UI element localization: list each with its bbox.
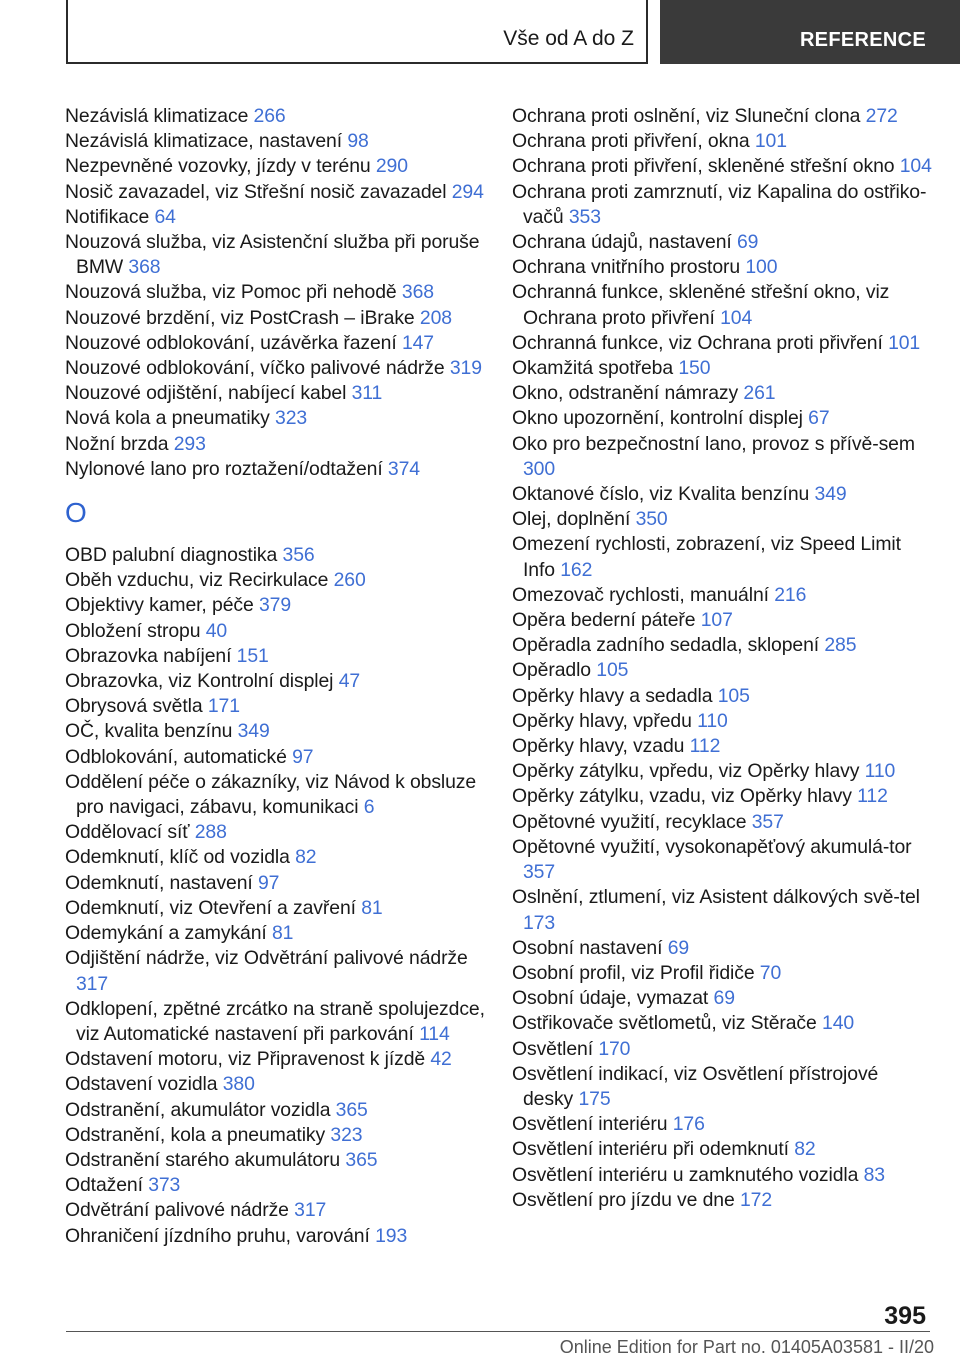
index-entry-text: Nouzové odjištění, nabíjecí kabel [65, 382, 347, 405]
index-page-link[interactable]: 293 [173, 432, 206, 455]
index-page-link[interactable]: 356 [282, 544, 315, 567]
index-entry-text: Nezávislá klimatizace [65, 105, 249, 127]
index-entry-text: Ochrana vnitřního prostoru [512, 256, 741, 279]
index-entry-text: Nosič zavazadel, viz Střešní nosič zavazadel [65, 180, 447, 203]
index-entry-text: Odstavení motoru, viz Připravenost k jízdě [65, 1048, 426, 1071]
index-letter-heading: O [65, 497, 87, 529]
index-entry-text: Okno, odstranění námrazy [512, 382, 739, 405]
index-entry-text: Odvětrání palivové nádrže [65, 1199, 289, 1222]
reference-tab-label: REFERENCE [799, 29, 926, 51]
index-entry [512, 507, 932, 532]
index-entry-text: Objektivy kamer, péče [65, 594, 254, 617]
index-entry-text: Opěra bederní páteře [512, 609, 696, 632]
index-entry [65, 1148, 485, 1173]
index-entry [512, 936, 932, 961]
index-page-link[interactable]: 272 [865, 105, 898, 127]
index-entry [65, 921, 485, 946]
index-entry-text: Oběh vzduchu, viz Recirkulace [65, 569, 329, 592]
index-entry-text: Osvětlení indikací, viz Osvětlení přístrojové desky [512, 1062, 879, 1110]
index-entry-text: Ochrana proti oslnění, viz Sluneční clona [512, 105, 861, 127]
index-entry [512, 658, 932, 683]
index-page-link[interactable]: 175 [578, 1087, 611, 1110]
index-page-link[interactable]: 261 [743, 382, 776, 405]
index-entry-text: Nouzová služba, viz Asistenční služba při poruše BMW [65, 231, 480, 279]
index-entry-text: Opěrky zátylku, vpředu, viz Opěrky hlavy [512, 760, 860, 783]
index-entry-text: Nouzové odblokování, víčko palivové nádrže [65, 357, 445, 380]
index-entry-text: Opěradlo [512, 659, 591, 682]
reference-tab [660, 0, 960, 64]
index-entry-text: Nezávislá klimatizace, nastavení [65, 130, 343, 153]
index-entry-text: Oktanové číslo, viz Kvalita benzínu [512, 483, 810, 506]
index-entry-text: Ochranná funkce, viz Ochrana proti přivření [512, 331, 883, 354]
index-page-link[interactable]: 365 [345, 1148, 378, 1171]
index-page-link[interactable]: 368 [128, 256, 161, 279]
index-entry-text: Omezení rychlosti, zobrazení, viz Speed Limit Info [512, 533, 901, 581]
index-page-link[interactable]: 104 [899, 155, 932, 178]
index-page-link[interactable]: 193 [375, 1224, 408, 1247]
index-entry-text: Obrazovka nabíjení [65, 644, 232, 667]
index-entry [512, 986, 932, 1011]
index-page-link[interactable]: 110 [864, 760, 896, 783]
index-page-link[interactable]: 42 [430, 1048, 452, 1071]
index-entry [65, 719, 485, 744]
index-entry [65, 306, 485, 331]
index-page-link[interactable]: 350 [635, 508, 668, 531]
index-page-link[interactable]: 319 [449, 357, 482, 380]
index-entry-text: Nouzová služba, viz Pomoc při nehodě [65, 281, 397, 304]
index-entry [512, 608, 932, 633]
index-entry-text: Ochrana proti zamrznutí, viz Kapalina do ostřiko‐vačů [512, 180, 927, 228]
index-entry-text: Osvětlení pro jízdu ve dne [512, 1188, 735, 1211]
index-entry [65, 568, 485, 593]
index-page-link[interactable]: 83 [863, 1163, 885, 1186]
index-entry [65, 457, 485, 482]
index-entry-text: Odemknutí, klíč od vozidla [65, 846, 290, 869]
index-page-link[interactable]: 105 [717, 684, 750, 707]
index-entry [512, 230, 932, 255]
index-entry-text: Osobní nastavení [512, 936, 663, 959]
index-page-link[interactable]: 365 [335, 1098, 368, 1121]
index-entry [512, 331, 932, 356]
index-entry [512, 255, 932, 280]
index-entry [65, 432, 485, 457]
index-entry-text: Odstranění, kola a pneumatiky [65, 1123, 326, 1146]
index-page-link[interactable]: 69 [667, 936, 690, 959]
index-page-link[interactable]: 69 [736, 231, 759, 254]
index-entry [512, 532, 932, 582]
index-page-link[interactable]: 97 [292, 745, 314, 768]
index-page-link[interactable]: 81 [271, 922, 294, 945]
index-entry [512, 684, 932, 709]
index-entry [512, 1188, 932, 1213]
index-entry-text: Odstranění starého akumulátoru [65, 1148, 341, 1171]
index-page-link[interactable]: 294 [451, 180, 484, 203]
index-entry [512, 784, 932, 809]
index-entry-text: Osvětlení [512, 1037, 594, 1060]
index-entry-text: Ochrana proti přivření, okna [512, 130, 750, 153]
index-entry [65, 205, 485, 230]
index-entry-text: Osobní profil, viz Profil řidiče [512, 961, 755, 984]
index-entry [65, 997, 485, 1047]
index-entry-text: Odklopení, zpětné zrcátko na straně spolujezdce, viz Automatické nastavení při parkování [65, 997, 485, 1045]
index-entry [512, 1163, 932, 1188]
index-page-link[interactable]: 176 [672, 1113, 705, 1136]
index-entry [65, 593, 485, 618]
index-page-link[interactable]: 290 [375, 155, 408, 178]
index-page-link[interactable]: 69 [713, 987, 735, 1010]
index-page-link[interactable]: 357 [751, 810, 784, 833]
index-entry [65, 230, 485, 280]
index-entry [512, 356, 932, 381]
index-page-link[interactable]: 82 [295, 846, 317, 869]
page-number: 395 [884, 1302, 926, 1330]
index-page-link[interactable]: 349 [237, 720, 270, 743]
index-page-link[interactable]: 173 [523, 911, 556, 934]
index-entry-text: Nožní brzda [65, 432, 169, 455]
index-entry [512, 1112, 932, 1137]
index-entry-text: Notifikace [65, 205, 150, 228]
index-entry [65, 129, 485, 154]
index-page-link[interactable]: 300 [523, 457, 556, 480]
index-entry [65, 1224, 485, 1249]
index-entry [65, 669, 485, 694]
index-page-link[interactable]: 317 [294, 1199, 327, 1222]
index-page-link[interactable]: 112 [689, 735, 721, 758]
index-page-link[interactable]: 67 [808, 407, 830, 430]
index-entry [65, 1173, 485, 1198]
section-title: Vše od A do Z [503, 27, 634, 50]
index-entry-text: Ostřikovače světlometů, viz Stěrače [512, 1012, 817, 1035]
index-entry [65, 180, 485, 205]
index-entry-text: Opěrky hlavy a sedadla [512, 684, 713, 707]
index-page-link[interactable]: 112 [857, 785, 888, 808]
index-page-link[interactable]: 81 [361, 896, 383, 919]
index-entry [65, 280, 485, 305]
index-entry [512, 129, 932, 154]
index-entry [512, 709, 932, 734]
footer-edition: Online Edition for Part no. 01405A03581 - II/20 [559, 1337, 934, 1357]
index-entry [512, 180, 932, 230]
index-page-link[interactable]: 317 [76, 972, 109, 995]
index-entry-text: OBD palubní diagnostika [65, 544, 278, 567]
index-entry [512, 961, 932, 986]
index-entry [65, 845, 485, 870]
index-entry [512, 1062, 932, 1112]
index-entry-text: Ochrana proti přivření, skleněné střešní okno [512, 155, 895, 178]
index-entry [512, 154, 932, 179]
index-entry-text: Nouzové brzdění, viz PostCrash – iBrake [65, 306, 415, 329]
index-entry-text: Ohraničení jízdního pruhu, varování [65, 1224, 370, 1247]
index-entry [65, 1098, 485, 1123]
index-page-link[interactable]: 140 [822, 1012, 855, 1035]
index-entry [65, 543, 485, 568]
index-page-link[interactable]: 349 [814, 483, 847, 506]
index-entry [65, 381, 485, 406]
index-entry-text: Odemykání a zamykání [65, 922, 267, 945]
index-page-link[interactable]: 107 [700, 609, 733, 632]
index-page-link[interactable]: 288 [194, 821, 227, 844]
index-entry-text: Odtažení [65, 1174, 143, 1197]
index-entry [65, 770, 485, 820]
index-entry-text: Osvětlení interiéru [512, 1113, 668, 1136]
index-entry-text: Nová kola a pneumatiky [65, 407, 270, 430]
index-entry-text: Opěrky hlavy, vzadu [512, 735, 685, 758]
index-page-link[interactable]: 285 [824, 634, 857, 657]
index-entry [512, 1137, 932, 1162]
index-entry-text: Odjištění nádrže, viz Odvětrání palivové nádrže [65, 947, 468, 970]
index-entry [65, 154, 485, 179]
index-entry-text: Opěrky zátylku, vzadu, viz Opěrky hlavy [512, 785, 852, 808]
index-entry-text: Nylonové lano pro roztažení/odtažení [65, 457, 383, 480]
index-page-link[interactable]: 353 [568, 205, 601, 228]
index-entry [65, 356, 485, 381]
index-entry [65, 745, 485, 770]
index-page-link[interactable]: 64 [154, 205, 176, 228]
index-entry-text: Odstavení vozidla [65, 1073, 218, 1096]
index-entry [512, 280, 932, 330]
index-entry [512, 835, 932, 885]
index-page-link[interactable]: 266 [253, 105, 286, 127]
index-entry [65, 1072, 485, 1097]
index-entry-text: Oddělovací síť [65, 821, 190, 844]
index-page-link[interactable]: 70 [759, 961, 782, 984]
index-entry-text: Odemknutí, nastavení [65, 871, 253, 894]
index-entry-text: Opětovné využití, vysokonapěťový akumulá‐tor [512, 835, 912, 858]
index-entry [65, 1047, 485, 1072]
index-page-link[interactable]: 101 [754, 130, 787, 153]
index-entry [65, 896, 485, 921]
index-entry-text: Osvětlení interiéru při odemknutí [512, 1138, 789, 1161]
index-entry [65, 694, 485, 719]
index-entry [512, 482, 932, 507]
index-page-link[interactable]: 171 [207, 695, 240, 718]
index-page-link[interactable]: 170 [598, 1037, 631, 1060]
index-page-link[interactable]: 373 [148, 1174, 181, 1197]
index-page-link[interactable]: 150 [678, 357, 711, 380]
index-entry [512, 381, 932, 406]
index-entry [512, 759, 932, 784]
index-page-link[interactable]: 101 [888, 331, 921, 354]
index-entry-text: Opěradla zadního sedadla, sklopení [512, 634, 820, 657]
index-entry-text: Odemknutí, viz Otevření a zavření [65, 896, 356, 919]
index-entry-text: Okamžitá spotřeba [512, 357, 674, 380]
index-entry-text: Odblokování, automatické [65, 745, 287, 768]
index-column-left [65, 104, 485, 1249]
index-entry-text: Oslnění, ztlumení, viz Asistent dálkových svě‐tel [512, 886, 920, 909]
index-entry-text: Okno upozornění, kontrolní displej [512, 407, 803, 430]
index-entry-text: OČ, kvalita benzínu [65, 720, 233, 743]
index-entry [512, 406, 932, 431]
index-page-link[interactable]: 379 [258, 594, 292, 617]
index-entry-text: Opětovné využití, recyklace [512, 810, 747, 833]
index-entry-text: Oddělení péče o zákazníky, viz Návod k obsluze pro navigaci, zábavu, komunikaci [65, 770, 477, 819]
index-entry-text: Osobní údaje, vymazat [512, 987, 709, 1010]
index-entry [65, 406, 485, 431]
index-page-link[interactable]: 40 [205, 619, 228, 642]
index-page-link[interactable]: 323 [275, 407, 308, 430]
index-entry-text: Oko pro bezpečnostní lano, provoz s přívě‐sem [512, 432, 915, 455]
index-page-link[interactable]: 105 [596, 659, 629, 682]
index-page-link[interactable]: 147 [401, 331, 434, 354]
index-entry-text: Opěrky hlavy, vpředu [512, 709, 692, 732]
index-entry-text: Ochrana údajů, nastavení [512, 231, 732, 254]
index-entry [65, 104, 485, 129]
index-page-link[interactable]: 260 [333, 569, 366, 592]
index-page-link[interactable]: 172 [739, 1188, 773, 1211]
index-page-link[interactable]: 104 [720, 306, 753, 329]
index-entry-text: Obložení stropu [65, 619, 201, 642]
index-column-right [512, 104, 932, 1213]
index-page-link[interactable]: 82 [794, 1138, 816, 1161]
index-entry [512, 1037, 932, 1062]
index-entry-text: Olej, doplnění [512, 508, 631, 531]
index-entry [65, 644, 485, 669]
index-entry [65, 820, 485, 845]
index-page-link[interactable]: 216 [774, 583, 807, 606]
index-page-link[interactable]: 100 [745, 256, 778, 279]
index-page-link[interactable]: 374 [387, 457, 420, 480]
index-entry [512, 734, 932, 759]
header-section-box [66, 0, 648, 64]
index-entry [512, 810, 932, 835]
index-page-link[interactable]: 311 [351, 382, 383, 405]
index-page-link[interactable]: 151 [236, 644, 269, 667]
index-entry [512, 633, 932, 658]
index-entry [512, 432, 932, 482]
index-page-link[interactable]: 162 [560, 558, 593, 581]
index-entry [65, 331, 485, 356]
index-entry-text: Osvětlení interiéru u zamknutého vozidla [512, 1163, 859, 1186]
index-page-link[interactable]: 6 [363, 796, 375, 819]
index-entry [512, 1011, 932, 1036]
index-entry [512, 104, 932, 129]
index-entry [65, 946, 485, 996]
index-page-link[interactable]: 357 [523, 861, 556, 884]
index-entry [65, 1198, 485, 1223]
index-page-link[interactable]: 208 [419, 306, 452, 329]
index-entry-text: Odstranění, akumulátor vozidla [65, 1098, 331, 1121]
index-page-link[interactable]: 97 [258, 871, 280, 894]
index-entry [65, 1123, 485, 1148]
index-page-link[interactable]: 98 [347, 130, 369, 153]
index-entry-text: Nezpevněné vozovky, jízdy v terénu [65, 155, 371, 178]
footer-rule [66, 1331, 930, 1332]
index-page-link[interactable]: 114 [419, 1022, 450, 1045]
index-entry [512, 583, 932, 608]
index-entry [512, 885, 932, 935]
index-page-link[interactable]: 380 [222, 1073, 255, 1096]
index-entry-text: Ochranná funkce, skleněné střešní okno, viz Ochrana proto přivření [512, 281, 890, 329]
index-page-link[interactable]: 47 [338, 670, 361, 693]
index-entry [65, 871, 485, 896]
index-entry-text: Obrazovka, viz Kontrolní displej [65, 670, 334, 693]
index-entry-text: Obrysová světla [65, 695, 203, 718]
index-page-link[interactable]: 323 [330, 1123, 363, 1146]
index-page-link[interactable]: 110 [697, 709, 728, 732]
index-page-link[interactable]: 368 [401, 281, 434, 304]
index-entry [65, 619, 485, 644]
index-entry-text: Omezovač rychlosti, manuální [512, 583, 769, 606]
index-entry-text: Nouzové odblokování, uzávěrka řazení [65, 331, 397, 354]
